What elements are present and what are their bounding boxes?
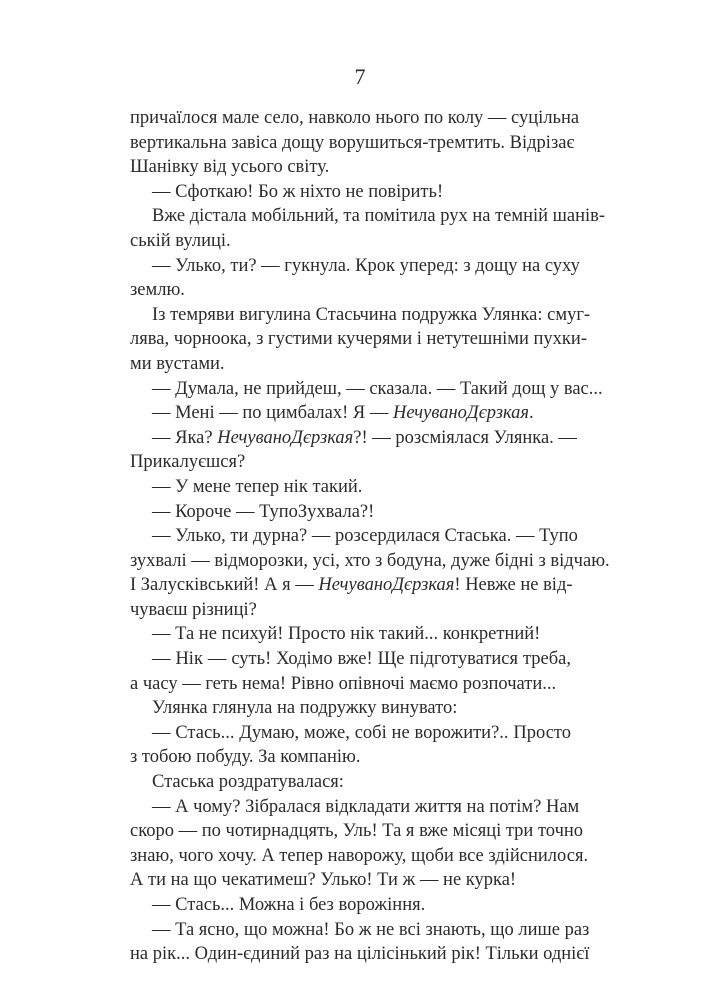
line-text: знаю, чого хочу. А тепер наворожу, щоби все здійснилося. <box>130 845 589 866</box>
line-text: зухвалі — відморозки, усі, хто з бодуна, дуже бідні з відчаю. <box>130 550 610 571</box>
text-line <box>130 918 590 943</box>
text-line <box>130 204 606 229</box>
text-line <box>130 180 571 205</box>
text-line <box>130 942 590 967</box>
line-text: Улянка глянула на подружку винувато: <box>152 698 458 719</box>
line-text-after: ! Невже не від- <box>454 575 573 596</box>
line-text: вертикальна завіса дощу ворушиться-тремтить. Відрізає <box>130 132 575 153</box>
text-line <box>130 524 578 549</box>
text-line <box>130 131 575 156</box>
line-text: — Нік — суть! Ходімо вже! Ще підготуватися треба, <box>152 649 571 670</box>
text-line <box>130 229 571 254</box>
line-text: Шанівку від усього світу. <box>130 157 330 178</box>
text-line <box>130 573 571 598</box>
text-line <box>130 278 571 303</box>
line-text: — Улько, ти? — гукнула. Крок уперед: з дощу на суху <box>152 255 580 276</box>
page-number: 7 <box>354 64 366 89</box>
line-text: лява, чорноока, з густими кучерями і нетутешніми пухки- <box>130 329 587 350</box>
line-text: причаїлося мале село, навколо нього по колу — суцільна <box>130 108 580 128</box>
text-line <box>130 475 571 500</box>
line-text: з тобою побуду. За компанію. <box>130 747 361 768</box>
line-italic: НечуваноДєрзкая <box>392 403 530 424</box>
line-text: а часу — геть нема! Рівно опівночі маємо розпочати... <box>130 673 557 694</box>
line-text: ми вустами. <box>130 353 225 374</box>
body-text <box>130 106 610 967</box>
text-line <box>130 377 603 402</box>
line-text: Із темряви вигулина Стасьчина подружка Улянка: смуг- <box>152 304 591 325</box>
line-italic: НечуваноДєрзкая <box>217 427 354 448</box>
text-line <box>130 106 580 131</box>
text-line <box>130 893 571 918</box>
text-line <box>130 696 571 721</box>
text-line <box>130 155 571 180</box>
text-line <box>130 745 571 770</box>
text-line <box>130 795 580 820</box>
text-line <box>130 598 571 623</box>
text-line <box>130 327 587 352</box>
text-line <box>130 303 591 328</box>
text-line <box>130 868 571 893</box>
line-text: — Сфоткаю! Бо ж ніхто не повірить! <box>152 181 444 202</box>
line-text: — Думала, не прийдеш, — сказала. — Такий дощ у вас... <box>152 378 603 399</box>
line-text: — Улько, ти дурна? — розсердилася Стаська. — Тупо <box>152 526 578 547</box>
line-text: — У мене тепер нік такий. <box>152 476 363 497</box>
text-line <box>130 352 571 377</box>
line-text-after: ?! — розсміялася Улянка. — <box>353 427 577 448</box>
text-line <box>130 622 571 647</box>
line-text: скоро — по чотирнадцять, Уль! Та я вже місяці три точно <box>130 821 584 842</box>
text-line <box>130 500 571 525</box>
line-text: — Яка? <box>152 427 218 448</box>
line-text: — Стась... Можна і без ворожіння. <box>152 895 426 915</box>
text-line <box>130 549 610 574</box>
line-text: — Короче — ТупоЗухвала?! <box>152 501 375 522</box>
line-text-after: . <box>529 403 534 424</box>
line-text: на рік... Один-єдиний раз на цілісінький рік! Тільки однієї <box>130 944 590 965</box>
line-italic: НечуваноДєрзкая <box>318 575 455 596</box>
line-text: А ти на що чекатимеш? Улько! Ти ж — не курка! <box>130 870 517 891</box>
text-line <box>130 819 584 844</box>
line-text: Вже дістала мобільний, та помітила рух на темній шанів- <box>152 206 606 227</box>
text-line <box>130 844 589 869</box>
line-text: — Стась... Думаю, може, собі не ворожити?.. Просто <box>152 722 571 743</box>
text-line <box>130 426 577 451</box>
text-line <box>130 254 580 279</box>
line-text: — А чому? Зібралася відкладати життя на потім? Нам <box>152 796 580 817</box>
text-line <box>130 647 571 672</box>
line-text: — Та не психуй! Просто нік такий... конкретний! <box>152 624 541 645</box>
line-text: — Та ясно, що можна! Бо ж не всі знають, що лише раз <box>152 919 590 940</box>
line-text: ській вулиці. <box>130 230 231 251</box>
text-line <box>130 401 571 426</box>
line-text: землю. <box>130 280 185 301</box>
line-text: І Залусківський! А я — <box>130 575 319 596</box>
line-text: чуваєш різниці? <box>130 599 257 620</box>
line-text: Стаська роздратувалася: <box>152 772 344 793</box>
text-line <box>130 450 571 475</box>
text-line <box>130 770 571 795</box>
text-line <box>130 721 571 746</box>
line-text: Прикалуєшся? <box>130 452 246 473</box>
line-text: — Мені — по цимбалах! Я — <box>152 403 393 424</box>
text-line <box>130 672 571 697</box>
